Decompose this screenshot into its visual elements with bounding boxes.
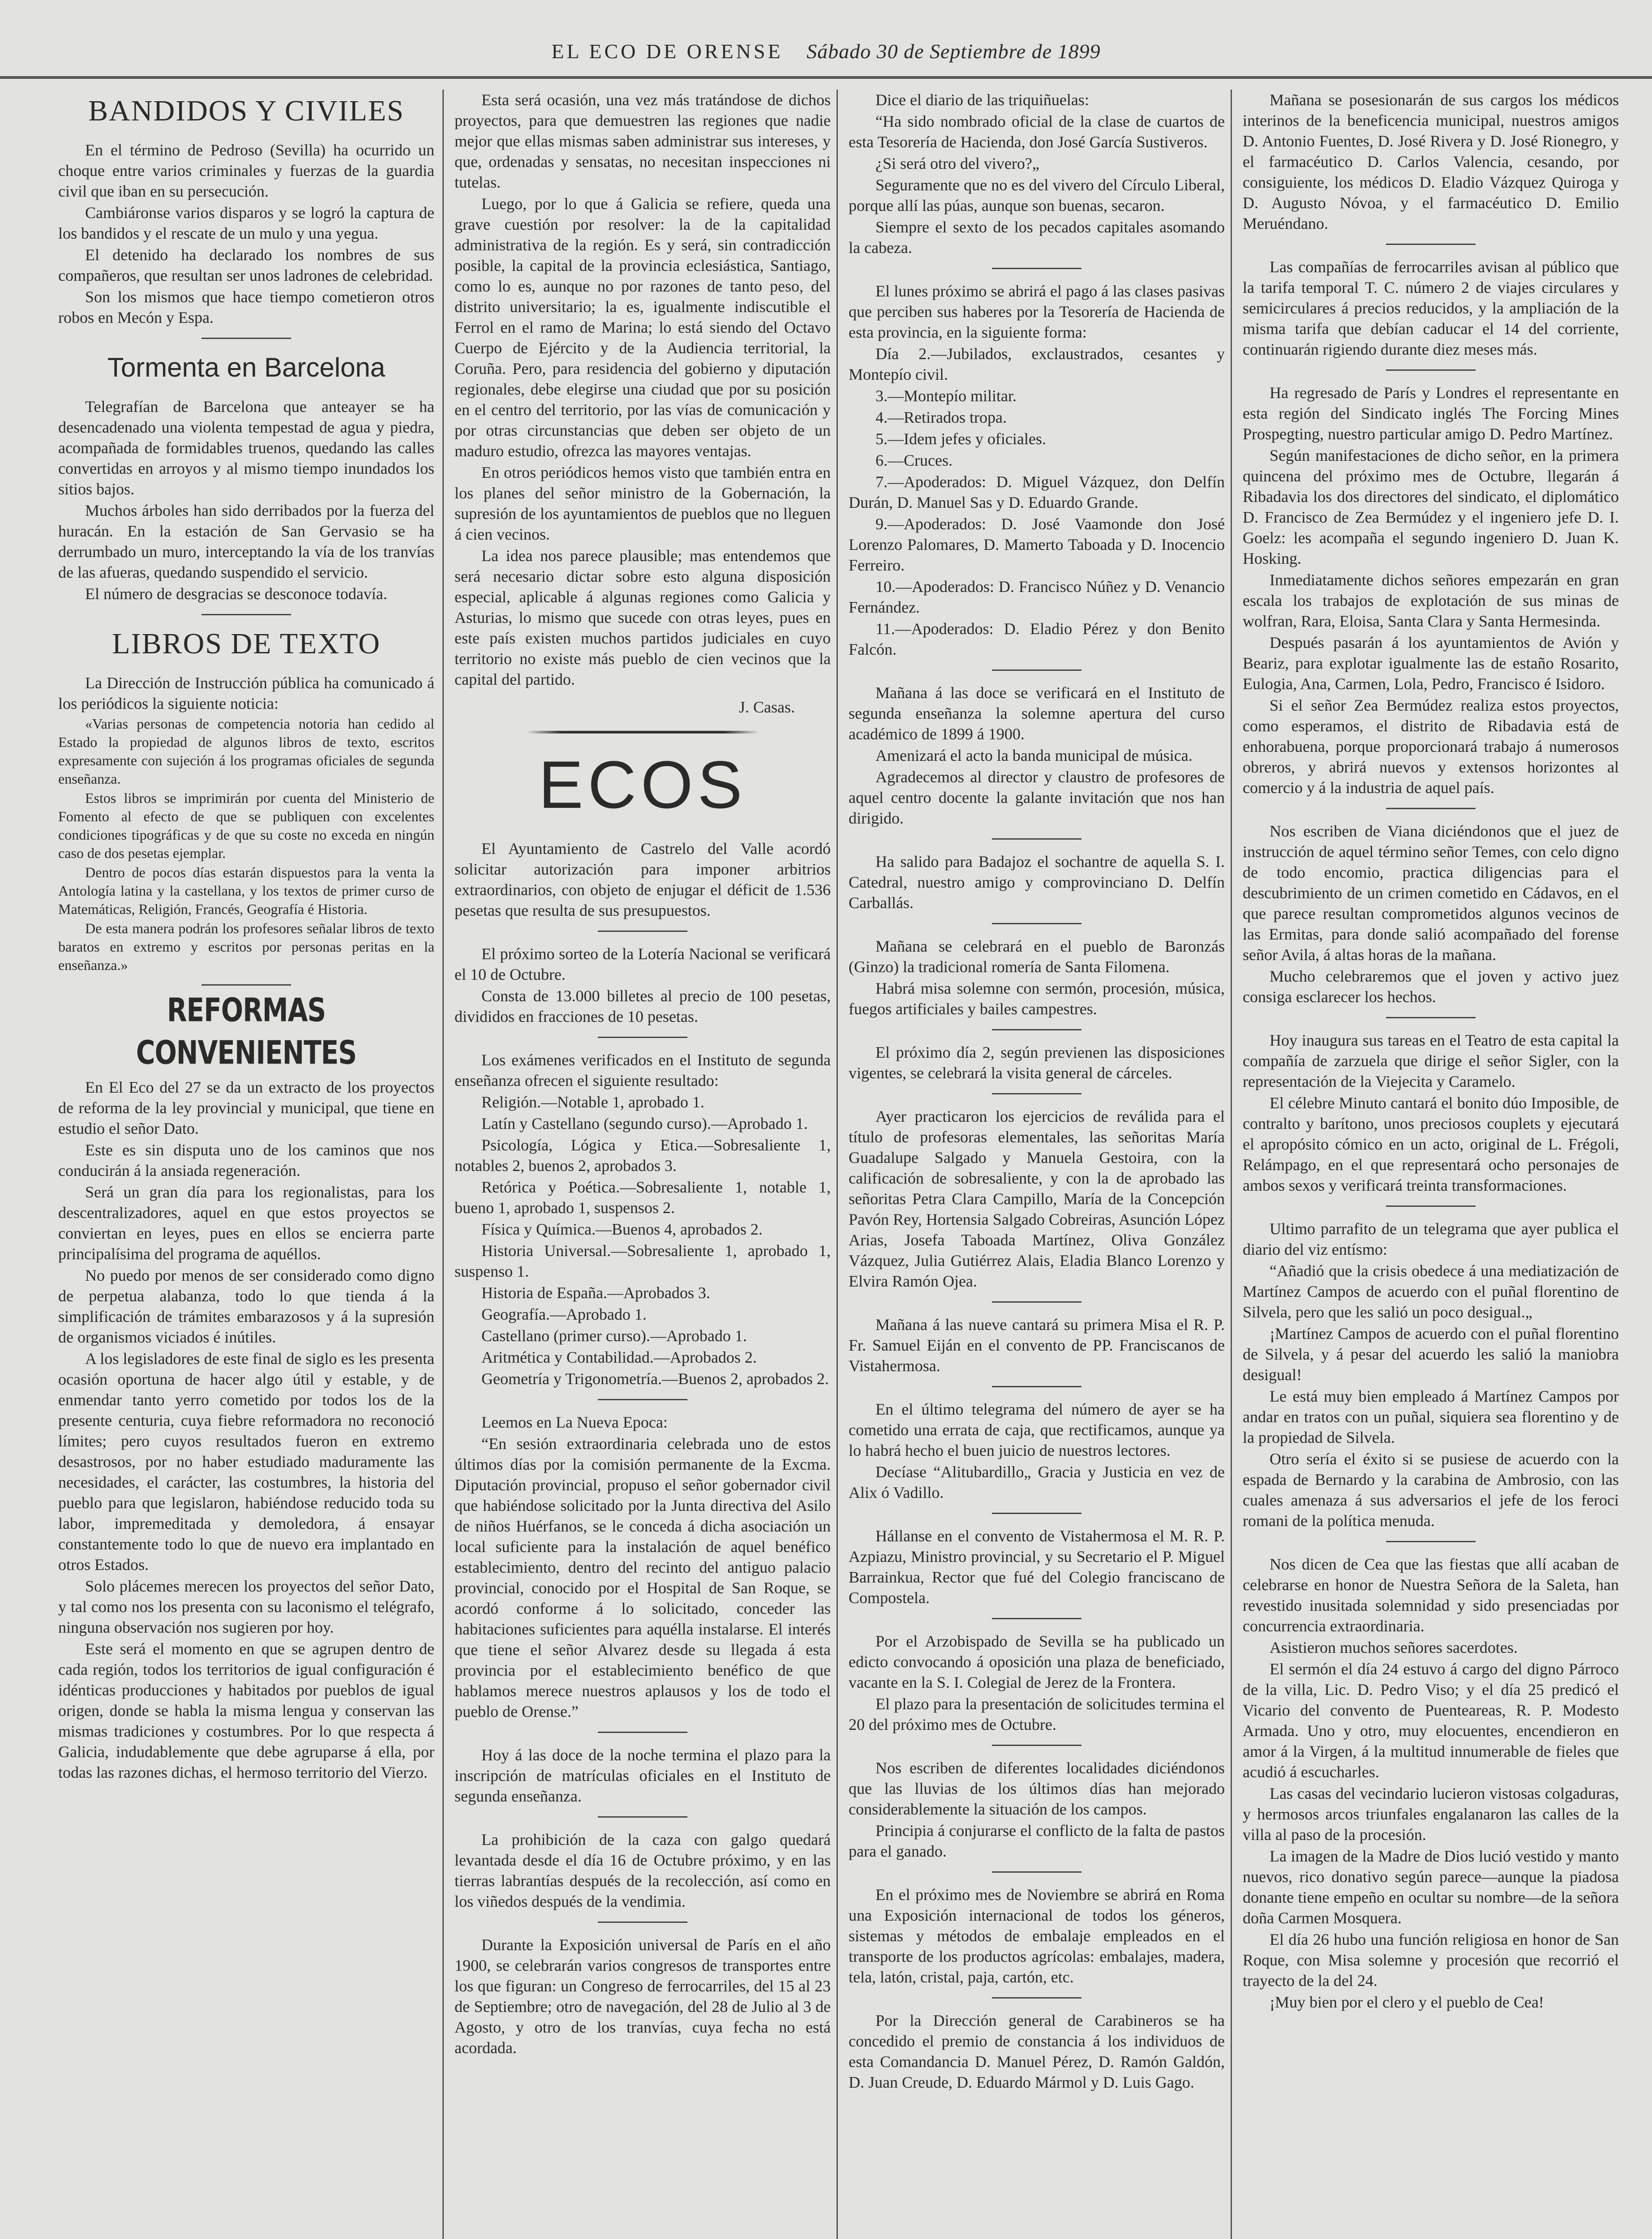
paragraph: Telegrafían de Barcelona que anteayer se ha desencadenado una violenta tempestad de agua y piedra, acompañada de formidables truenos, quedando las calles convertidas en arroyos y al mismo tiempo inundados los sitios bajos. — [58, 398, 434, 498]
news-item — [455, 944, 831, 1027]
paragraph: Mañana á las nueve cantará su primera Misa el R. P. Fr. Samuel Eiján en el convento de PP. Franciscanos de Vistahermosa. — [849, 1316, 1225, 1375]
news-item — [849, 1314, 1225, 1376]
paragraph: La prohibición de la caza con galgo quedará levantada desde el día 16 de Octubre próximo, y en las tierras labrantías después de la recolección, así como en los viñedos después de la vendimia. — [455, 1831, 831, 1910]
paragraph: Nos escriben de Viana diciéndonos que el juez de instrucción de aquel término señor Temes, con celo digno de todo encomio, practica diligencias para el descubrimiento de un crimen cometido en Cádavos, en el que parece resultan comprometidos algunos vecinos de las Ermitas, para donde salió acompañado del forense señor Avila, á altas horas de la mañana. — [1243, 822, 1619, 964]
paragraph: Durante la Exposición universal de París en el año 1900, se celebrarán varios congresos de transportes entre los que figuran: un Congreso de ferrocarriles, del 15 al 23 de Septiembre; otro de navegación, del 28 de Julio al 3 de Agosto, y otro de los tranvías, cuya fecha no está acordada. — [455, 1936, 831, 2057]
paragraph: Habrá misa solemne con sermón, procesión, música, fuegos artificiales y bailes campestres. — [849, 979, 1225, 1018]
news-item — [849, 682, 1225, 828]
paragraph: Historia Universal.—Sobresaliente 1, aprobado 1, suspenso 1. — [455, 1242, 831, 1280]
paragraph: 4.—Retirados tropa. — [875, 408, 1007, 426]
separator — [1386, 1541, 1476, 1542]
paragraph: Nos escriben de diferentes localidades diciéndonos que las lluvias de los últimos días han mejorado considerablemente la situación de los campos. — [849, 1759, 1225, 1818]
news-item — [1243, 257, 1619, 360]
news-item — [455, 1829, 831, 1912]
paragraph: En El Eco del 27 se da un extracto de los proyectos de reforma de la ley provincial y municipal, que tiene en estudio el señor Dato. — [58, 1078, 434, 1137]
article-bandidos — [58, 140, 434, 328]
paragraph: El célebre Minuto cantará el bonito dúo Imposible, de contralto y barítono, unos preciosos couplets y ejecutará el apropósito cómico en un acto, original de L. Frégoli, Relámpago, en el que representará ocho personajes de ambos sexos y verificará treinta transformaciones. — [1243, 1094, 1619, 1194]
news-item — [455, 1412, 831, 1722]
paragraph: Mañana á las doce se verificará en el Instituto de segunda enseñanza la solemne apertura del curso académico de 1899 á 1900. — [849, 684, 1225, 743]
paragraph: Consta de 13.000 billetes al precio de 100 pesetas, divididos en fracciones de 10 pesetas. — [455, 987, 831, 1025]
paragraph: Por el Arzobispado de Sevilla se ha publicado un edicto convocando á oposición una plaza de beneficiado, vacante en la S. I. Colegial de Jerez de la Frontera. — [849, 1632, 1225, 1691]
paragraph: Aritmética y Contabilidad.—Aprobados 2. — [481, 1348, 757, 1366]
paragraph: Leemos en La Nueva Epoca: — [481, 1413, 668, 1431]
paragraph: Decíase “Alitubardillo„ Gracia y Justicia en vez de Alix ó Vadillo. — [849, 1463, 1225, 1501]
paragraph: Cambiáronse varios disparos y se logró la captura de los bandidos y el rescate de un mulo y una yegua. — [58, 204, 434, 242]
paragraph: Solo plácemes merecen los proyectos del señor Dato, y tal como nos los presenta con su laconismo el telégrafo, ninguna observación nos sugieren por hoy. — [58, 1577, 434, 1636]
column-1 — [58, 90, 434, 2239]
news-items — [849, 90, 1225, 2093]
paragraph: Hoy inaugura sus tareas en el Teatro de esta capital la compañía de zarzuela que dirige el señor Sigler, con la representación de la Viejecita y Caramelo. — [1243, 1031, 1619, 1090]
separator — [992, 1997, 1081, 1999]
article-reformas — [58, 1077, 434, 1783]
news-item — [849, 1631, 1225, 1735]
news-items — [455, 838, 831, 2058]
news-items — [1243, 90, 1619, 2012]
separator — [992, 1618, 1081, 1619]
paragraph: A los legisladores de este final de siglo es les presenta ocasión oportuna de hacer algo útil y estable, y de enmendar tanto yerro cometido por todos los de la presente centuria, cuya fiebre reformadora no reconoció límites; pero cuyos resultados fueron en extremo desastrosos, por no haber estudiado maduramente las necesidades, el carácter, las costumbres, la historia del pueblo para que legislaron, habiéndose reducido toda su labor, impremeditada y demoledora, á ensayar constantemente todo lo que de nuevo era implantado en otros Estados. — [58, 1350, 434, 1574]
paragraph: Le está muy bien empleado á Martínez Campos por andar en tratos con un puñal, siquiera sea florentino y de la propiedad de Silvela. — [1243, 1387, 1619, 1446]
paragraph: Por la Dirección general de Carabineros se ha concedido el premio de constancia á los individuos de esta Comandancia D. Manuel Pérez, D. Ramón Galdón, D. Juan Creude, D. Eduardo Mármol y D. Luis Gago. — [849, 2012, 1225, 2091]
paragraph: Latín y Castellano (segundo curso).—Aprobado 1. — [481, 1115, 808, 1132]
paragraph: La imagen de la Madre de Dios lució vestido y manto nuevos, rico donativo según parece—aunque la piadosa donante tiene empeño en ocultar su nombre—de la señora doña Carmen Mosquera. — [1243, 1847, 1619, 1927]
news-item — [849, 1526, 1225, 1608]
paragraph: «Varias personas de competencia notoria han cedido al Estado la propiedad de algunos libros de texto, escritos expresamente con sujeción á los programas oficiales de segunda enseñanza. — [58, 716, 434, 787]
paragraph: Nos dicen de Cea que las fiestas que allí acaban de celebrarse en honor de Nuestra Señora de la Saleta, han revestido inusitada solemnidad y sido presenciadas por concurrencia extraordinaria. — [1243, 1555, 1619, 1635]
news-item — [849, 1884, 1225, 1987]
paragraph: ¿Si será otro del vivero?„ — [875, 154, 1039, 172]
paragraph: 5.—Idem jefes y oficiales. — [875, 430, 1046, 448]
newspaper-title: EL ECO DE ORENSE — [551, 40, 783, 63]
paragraph: Luego, por lo que á Galicia se refiere, queda una grave cuestión por resolver: la de la capitalidad administrativa de la región. Es y será, sin contradicción posible, la capital de la provincia eclesiástica, Santiago, como lo es, aunque no por razones de tanto peso, del distrito universitario; la es, igualmente indiscutible el Ferrol en el ramo de Marina; lo está siendo del Octavo Cuerpo de Ejército y de la Audiencia territorial, la Coruña. Pero, para residencia del gobierno y diputación regionales, debe elegirse una ciudad que por su posición en el centro del territorio, por las vías de comunicación y por otras circunstancias que deben ser objeto de un maduro estudio, ofrezca las mayores ventajas. — [455, 195, 831, 460]
section-heading-ecos: ECOS — [538, 747, 747, 822]
paragraph: Siempre el sexto de los pecados capitales asomando la cabeza. — [849, 218, 1225, 257]
paragraph: Las casas del vecindario lucieron vistosas colgaduras, y hermosos arcos triunfales engalanaron las calles de la villa al paso de la procesión. — [1243, 1784, 1619, 1844]
news-item — [1243, 821, 1619, 1007]
paragraph: Inmediatamente dichos señores empezarán en gran escala los trabajos de explotación de sus minas de wolfran, Rara, Eloisa, Santa Clara y Santa Hermesinda. — [1243, 571, 1619, 630]
paragraph: Después pasarán á los ayuntamientos de Avión y Beariz, para explotar igualmente las de estaño Rosarito, Eulogia, Ana, Carmen, Lola, Pedro, Francisco é Isidoro. — [1243, 634, 1619, 693]
paragraph: Asistieron muchos señores sacerdotes. — [1270, 1639, 1518, 1656]
news-item — [849, 936, 1225, 1019]
news-item — [455, 838, 831, 921]
article-heading: LIBROS DE TEXTO — [112, 627, 381, 660]
paragraph: Amenizará el acto la banda municipal de música. — [875, 746, 1193, 764]
paragraph: 6.—Cruces. — [875, 451, 953, 469]
column-rule — [442, 90, 444, 2239]
news-item — [849, 90, 1225, 258]
paragraph: Hoy á las doce de la noche termina el plazo para la inscripción de matrículas oficiales en el Instituto de segunda enseñanza. — [455, 1746, 831, 1805]
news-item — [1243, 1030, 1619, 1196]
article-heading: BANDIDOS Y CIVILES — [88, 94, 404, 127]
paragraph: El número de desgracias se desconoce todavía. — [85, 585, 387, 603]
paragraph: 9.—Apoderados: D. José Vaamonde don José Lorenzo Palomares, D. Mamerto Taboada y D. Inocencio Ferreiro. — [849, 515, 1225, 574]
paragraph: 3.—Montepío militar. — [875, 387, 1017, 405]
paragraph: El sermón el día 24 estuvo á cargo del digno Párroco de la villa, Lic. D. Pedro Viso; y el día 25 predicó el Vicario del convento de Puenteareas, R. P. Modesto Armada. Uno y otro, muy elocuentes, encendieron en amor á la Virgen, á la multitud innumerable de fieles que acudió á escucharles. — [1243, 1660, 1619, 1781]
article-reformas-continued — [455, 90, 831, 690]
paragraph: Mañana se celebrará en el pueblo de Baronzás (Ginzo) la tradicional romería de Santa Filomena. — [849, 937, 1225, 976]
news-item — [849, 1042, 1225, 1083]
paragraph: Muchos árboles han sido derribados por la fuerza del huracán. En la estación de San Gervasio se ha derrumbado un muro, interceptando la vía de los tranvías de las afueras, quedando suspendido el servicio. — [58, 502, 434, 581]
separator — [598, 1922, 687, 1923]
paragraph: Son los mismos que hace tiempo cometieron otros robos en Mecón y Espa. — [58, 288, 434, 326]
separator — [202, 338, 291, 339]
paragraph: No puedo por menos de ser considerado como digno de perpetua alabanza, todo lo que tienda á la simplificación de trámites embarazosos y á la supresión de organismos viciados é inútiles. — [58, 1266, 434, 1346]
paragraph: Historia de España.—Aprobados 3. — [481, 1284, 710, 1302]
article-tormenta — [58, 396, 434, 604]
article-heading: REFORMAS CONVENIENTES — [136, 991, 357, 1072]
paragraph: “En sesión extraordinaria celebrada uno de estos últimos días por la comisión permanente de la Excma. Diputación provincial, propuso el señor gobernador civil que habiéndose solicitado por la Junta directiva del Asilo de niños Huérfanos, se le conceda á dicha asociación un local suficiente para la instalación de aquel benéfico establecimiento, dentro del recinto del antiguo palacio provincial, conocido por el Hospital de San Roque, se acordó conforme á lo solicitado, conceder las habitaciones suficientes para aquélla instalarse. El interés que tiene el señor Alvarez desde su llegada á esta provincia por el establecimiento benéfico de que hablamos merece nuestros aplausos y los de todo el pueblo de Orense.” — [455, 1435, 831, 1720]
news-item — [455, 1050, 831, 1389]
separator — [598, 1732, 687, 1733]
paragraph: Retórica y Poética.—Sobresaliente 1, notable 1, bueno 1, aprobado 1, suspensos 2. — [455, 1178, 831, 1217]
paragraph: El Ayuntamiento de Castrelo del Valle acordó solicitar autorización para imponer arbitrios extraordinarios, con objeto de enjugar el déficit de 1.536 pesetas que resulta de sus presupuestos. — [455, 840, 831, 919]
separator — [1386, 808, 1476, 809]
paragraph: 7.—Apoderados: D. Miguel Vázquez, don Delfín Durán, D. Manuel Sas y D. Eduardo Grande. — [849, 473, 1225, 511]
column-3 — [849, 90, 1225, 2239]
paragraph: Ha salido para Badajoz el sochantre de aquella S. I. Catedral, nuestro amigo y comprovinciano D. Delfín Carballás. — [849, 853, 1225, 912]
paragraph: Estos libros se imprimirán por cuenta del Ministerio de Fomento al efecto de que se publiquen con excelentes condiciones tipográficas y de que su coste no exceda en ningún caso de dos pesetas ejemplar. — [58, 790, 434, 861]
paragraph: Mañana se posesionarán de sus cargos los médicos interinos de la beneficencia municipal, nuestros amigos D. Antonio Fuentes, D. José Rivera y D. José Rionegro, y el farmacéutico D. Carlos Valencia, cesando, por consiguiente, los médicos D. Eladio Vázquez Quiroga y D. Augusto Nóvoa, y el farmacéutico D. Emilio Meruéndano. — [1243, 91, 1619, 232]
paragraph: Ayer practicaron los ejercicios de reválida para el título de profesoras elementales, las señoritas María Guadalupe Salgado y Manuela Gestoira, con la calificación de sobresaliente, y con la de aprobado las señoritas Petra Clara Campillo, María de la Concepción Pavón Rey, Hortensia Salgado Cobreiras, Asunción López Arias, Josefa Taboada Martínez, Oliva González Vázquez, Julia Gutiérrez Alais, Eladia Blanco Lorenzo y Elvira Ramón Ojea. — [849, 1107, 1225, 1290]
paragraph: El plazo para la presentación de solicitudes termina el 20 del próximo mes de Octubre. — [849, 1695, 1225, 1733]
masthead — [0, 31, 1652, 79]
signature: J. Casas. — [739, 698, 795, 716]
paragraph: Geometría y Trigonometría.—Buenos 2, aprobados 2. — [481, 1370, 829, 1388]
paragraph: Hállanse en el convento de Vistahermosa el M. R. P. Azpiazu, Ministro provincial, y su Secretario el P. Miguel Barrainkua, Rector que fué del Colegio franciscano de Compostela. — [849, 1527, 1225, 1607]
paragraph: Geografía.—Aprobado 1. — [481, 1305, 647, 1323]
paragraph: Ultimo parrafito de un telegrama que ayer publica el diario del viz entísmo: — [1243, 1220, 1619, 1258]
paragraph: “Añadió que la crisis obedece á una mediatización de Martínez Campos de acuerdo con el puñal florentino de Silvela, pero que les salió un poco desigual.„ — [1243, 1262, 1619, 1321]
paragraph: “Ha sido nombrado oficial de la clase de cuartos de esta Tesorería de Hacienda, don José García Sustiveros. — [849, 112, 1225, 151]
paragraph: Dentro de pocos días estarán dispuestos para la venta la Antología latina y la castellana, y los textos de primer curso de Matemáticas, Religión, Francés, Geografía é Historia. — [58, 864, 434, 917]
paragraph: Los exámenes verificados en el Instituto de segunda enseñanza ofrecen el siguiente resultado: — [455, 1051, 831, 1089]
paragraph: Ha regresado de París y Londres el representante en esta región del Sindicato inglés The Forcing Mines Prospegting, nuestro particular amigo D. Pedro Martínez. — [1243, 384, 1619, 443]
paragraph: La Dirección de Instrucción pública ha comunicado á los periódicos la siguiente noticia: — [58, 674, 434, 712]
news-item — [849, 1758, 1225, 1862]
article-libros — [58, 673, 434, 974]
article-heading: Tormenta en Barcelona — [107, 352, 386, 382]
paragraph: Según manifestaciones de dicho señor, en la primera quincena del próximo mes de Octubre, llegarán á Ribadavia los dos directores del sindicato, el diplomático D. Francisco de Zea Bermúdez y el ingeniero jefe D. I. Goelz: les acompaña el segundo ingeniero D. Juan K. Hosking. — [1243, 446, 1619, 567]
paragraph: Seguramente que no es del vivero del Círculo Liberal, porque allí las púas, aunque son buenas, secaron. — [849, 176, 1225, 214]
paragraph: Este será el momento en que se agrupen dentro de cada región, todos los territorios de igual configuración é idénticas producciones y habitados por pueblos de igual origen, donde se habla la misma lengua y conservan las mismas tradiciones y costumbres. Por lo que respecta á Galicia, indudablemente que debe agruparse á ella, por todas las razones dichas, el hermoso territorio del Vierzo. — [58, 1640, 434, 1781]
paragraph: El próximo sorteo de la Lotería Nacional se verificará el 10 de Octubre. — [455, 945, 831, 983]
separator — [992, 1093, 1081, 1094]
separator — [992, 1745, 1081, 1746]
column-2 — [455, 90, 831, 2239]
paragraph: En el último telegrama del número de ayer se ha cometido una errata de caja, que rectificamos, aunque ya lo habrá hecho el buen juicio de nuestros lectores. — [849, 1400, 1225, 1459]
paragraph: Física y Química.—Buenos 4, aprobados 2. — [481, 1220, 763, 1238]
news-item — [849, 281, 1225, 660]
separator — [598, 1816, 687, 1818]
paragraph: 10.—Apoderados: D. Francisco Núñez y D. Venancio Fernández. — [849, 578, 1225, 616]
paragraph: Psicología, Lógica y Etica.—Sobresaliente 1, notables 2, buenos 2, aprobados 3. — [455, 1136, 831, 1175]
paragraph: De esta manera podrán los profesores señalar libros de texto baratos en extremo y escritos por personas peritas en la enseñanza.» — [58, 920, 434, 973]
separator — [1386, 1017, 1476, 1018]
paragraph: El detenido ha declarado los nombres de sus compañeros, que resultan ser unos ladrones de celebridad. — [58, 246, 434, 284]
paragraph: Esta será ocasión, una vez más tratándose de dichos proyectos, para que demuestren las regiones que nadie mejor que ellas mismas saben administrar sus intereses, y que, ordenadas y sensatas, no necesitan inspecciones ni tutelas. — [455, 91, 831, 191]
column-rule — [837, 90, 838, 2239]
paragraph: Dice el diario de las triquiñuelas: — [875, 91, 1089, 109]
separator — [202, 984, 291, 986]
paragraph: Día 2.—Jubilados, exclaustrados, cesantes y Montepío civil. — [849, 345, 1225, 383]
separator — [992, 1386, 1081, 1387]
separator — [992, 838, 1081, 840]
paragraph: Principia á conjurarse el conflicto de la falta de pastos para el ganado. — [849, 1822, 1225, 1860]
separator — [202, 614, 291, 615]
paragraph: 11.—Apoderados: D. Eladio Pérez y don Benito Falcón. — [849, 620, 1225, 658]
news-item — [455, 1745, 831, 1806]
paragraph: El día 26 hubo una función religiosa en honor de San Roque, con Misa solemne y procesión que recorrió el trayecto de la del 24. — [1243, 1930, 1619, 1990]
paragraph: En el término de Pedroso (Sevilla) ha ocurrido un choque entre varios criminales y fuerzas de la guardia civil que iban en su persecución. — [58, 141, 434, 200]
news-item — [849, 1106, 1225, 1291]
paragraph: ¡Martínez Campos de acuerdo con el puñal florentino de Silvela, y á pesar del acuerdo les salió la maniobra desigual! — [1243, 1325, 1619, 1384]
news-item — [849, 2010, 1225, 2093]
paragraph: Otro sería el éxito si se pusiese de acuerdo con la espada de Bernardo y la carabina de Ambrosio, con las cuales amenaza á sus adversarios el jefe de los feroci romani de la política menuda. — [1243, 1450, 1619, 1530]
column-4 — [1243, 90, 1619, 2239]
news-item — [1243, 1218, 1619, 1531]
paragraph: Si el señor Zea Bermúdez realiza estos proyectos, como esperamos, el distrito de Ribadavia está de enhorabuena, porque proporcionará trabajo á numerosos obreros, y abrirá nuevos y extensos horizontes al comercio y á la industria de aquel país. — [1243, 696, 1619, 797]
paragraph: Religión.—Notable 1, aprobado 1. — [481, 1093, 704, 1111]
separator — [992, 923, 1081, 924]
separator — [598, 931, 687, 932]
paragraph: Mucho celebraremos que el joven y activo juez consiga esclarecer los hechos. — [1243, 967, 1619, 1006]
news-item — [849, 1399, 1225, 1503]
column-rule — [1231, 90, 1232, 2239]
paragraph: El lunes próximo se abrirá el pago á las clases pasivas que perciben sus haberes por la Tesorería de Hacienda de esta provincia, en la siguiente forma: — [849, 282, 1225, 341]
separator — [992, 268, 1081, 269]
paragraph: ¡Muy bien por el clero y el pueblo de Cea! — [1270, 1993, 1544, 2011]
news-item — [849, 851, 1225, 913]
news-item — [1243, 382, 1619, 798]
paragraph: En el próximo mes de Noviembre se abrirá en Roma una Exposición internacional de todos los géneros, sistemas y métodos de embalaje empleados en el transporte de los productos agrícolas: embalajes, madera, tela, latón, cristal, paja, cartón, etc. — [849, 1886, 1225, 1986]
news-item — [1243, 1554, 1619, 2012]
paragraph: En otros periódicos hemos visto que también entra en los planes del señor ministro de la Gobernación, la supresión de los ayuntamientos de pueblos que no lleguen á cien vecinos. — [455, 463, 831, 543]
separator — [992, 1301, 1081, 1303]
paragraph: Este es sin disputa uno de los caminos que nos conducirán á la ansiada regeneración. — [58, 1141, 434, 1180]
news-item — [1243, 90, 1619, 234]
separator — [1386, 369, 1476, 371]
paragraph: La idea nos parece plausible; mas entendemos que será necesario dictar sobre esto alguna disposición especial, aplicable á algunas regiones como Galicia y Asturias, lo mismo que sucede con otras leyes, pues en este país existen muchos partidos judiciales en cuyo territorio no existe más pueblo de cien vecinos que la capital del partido. — [455, 547, 831, 688]
separator — [992, 1029, 1081, 1030]
news-item — [455, 1934, 831, 2058]
separator — [598, 1037, 687, 1038]
separator — [1386, 244, 1476, 245]
separator — [1386, 1205, 1476, 1207]
separator — [992, 1871, 1081, 1873]
paragraph: El próximo día 2, según previenen las disposiciones vigentes, se celebrará la visita general de cárceles. — [849, 1043, 1225, 1082]
separator — [992, 1513, 1081, 1514]
paragraph: Será un gran día para los regionalistas, para los descentralizadores, aquel en que estos proyectos se conviertan en leyes, pues en ellos se encierra parte principalísima del programa de aquéllos. — [58, 1183, 434, 1263]
paragraph: Agradecemos al director y claustro de profesores de aquel centro docente la galante invitación que nos han dirigido. — [849, 768, 1225, 827]
paragraph: Castellano (primer curso).—Aprobado 1. — [481, 1327, 747, 1345]
issue-date: Sábado 30 de Septiembre de 1899 — [807, 40, 1101, 63]
separator — [992, 669, 1081, 671]
separator — [598, 1399, 687, 1400]
paragraph: Las compañías de ferrocarriles avisan al público que la tarifa temporal T. C. número 2 de viajes circulares y semicirculares á precios reducidos, y la ampliación de la misma tarifa que debían caducar el 14 del corriente, continuarán rigiendo durante diez meses más. — [1243, 258, 1619, 358]
ornamental-rule — [526, 731, 759, 733]
